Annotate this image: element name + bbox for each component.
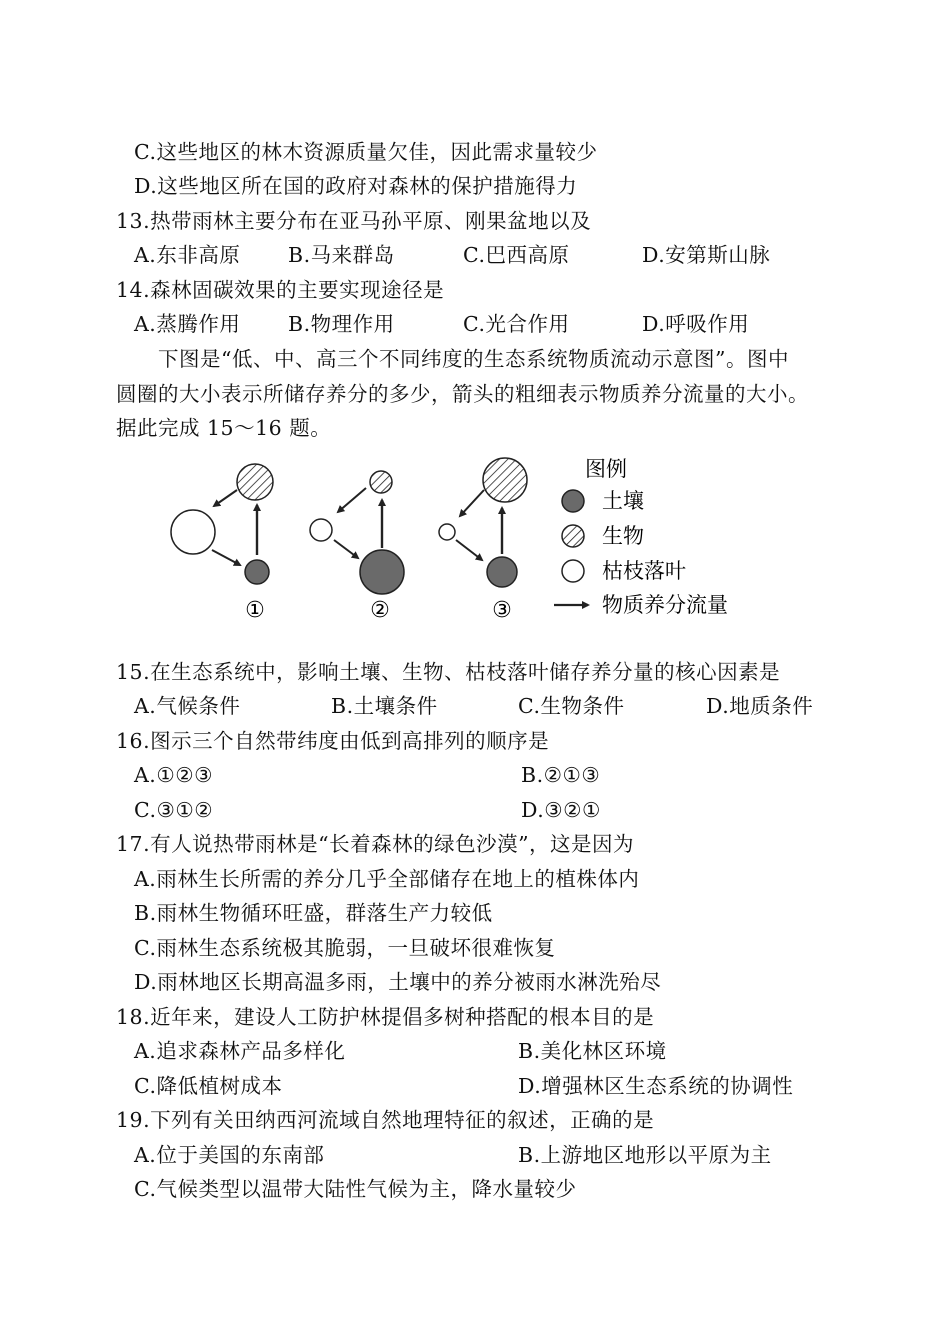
option-17b: B.雨林生物循环旺盛，群落生产力较低 [134, 901, 493, 925]
option-17c: C.雨林生态系统极其脆弱，一旦破坏很难恢复 [134, 936, 556, 960]
legend-soil-icon [562, 490, 584, 512]
option-13c: C.巴西高原 [463, 243, 570, 267]
intro-line-1: 下图是“低、中、高三个不同纬度的生态系统物质流动示意图”。图中 [158, 347, 789, 371]
option-18c: C.降低植树成本 [134, 1074, 283, 1098]
option-17a: A.雨林生长所需的养分几乎全部储存在地上的植株体内 [134, 867, 640, 891]
option-15b: B.土壤条件 [331, 694, 438, 718]
nutrient-flow-diagram [160, 450, 780, 630]
litter-circle-3 [439, 524, 455, 540]
option-19c: C.气候类型以温带大陆性气候为主，降水量较少 [134, 1177, 577, 1201]
intro-line-3: 据此完成 15～16 题。 [116, 416, 332, 440]
option-18b: B.美化林区环境 [518, 1039, 667, 1063]
question-16: 16.图示三个自然带纬度由低到高排列的顺序是 [116, 729, 550, 753]
soil-circle-1 [245, 560, 269, 584]
legend-litter: 枯枝落叶 [602, 559, 686, 583]
legend [554, 457, 728, 617]
option-17d: D.雨林地区长期高温多雨，土壤中的养分被雨水淋洗殆尽 [134, 970, 662, 994]
soil-circle-2 [360, 550, 404, 594]
litter-circle-1 [171, 510, 215, 554]
option-16a: A.①②③ [134, 763, 213, 787]
option-15d: D.地质条件 [706, 694, 814, 718]
diagram-label-1: ① [245, 598, 265, 623]
litter-circle-2 [310, 519, 332, 541]
option-14b: B.物理作用 [288, 312, 395, 336]
legend-flow: 物质养分流量 [602, 593, 728, 617]
question-14: 14.森林固碳效果的主要实现途径是 [116, 278, 445, 302]
option-16c: C.③①② [134, 798, 214, 822]
legend-title: 图例 [585, 457, 627, 481]
option-13d: D.安第斯山脉 [642, 243, 771, 267]
option-14a: A.蒸腾作用 [134, 312, 241, 336]
diagram-3 [439, 458, 527, 623]
diagram-2 [310, 471, 404, 623]
option-13a: A.东非高原 [134, 243, 241, 267]
legend-organism-icon [562, 525, 584, 547]
question-17: 17.有人说热带雨林是“长着森林的绿色沙漠”，这是因为 [116, 832, 635, 856]
option-14c: C.光合作用 [463, 312, 570, 336]
option-13b: B.马来群岛 [288, 243, 395, 267]
soil-circle-3 [487, 557, 517, 587]
option-15c: C.生物条件 [518, 694, 625, 718]
option-19a: A.位于美国的东南部 [134, 1143, 325, 1167]
legend-organism: 生物 [602, 524, 644, 548]
legend-litter-icon [562, 560, 584, 582]
diagram-label-2: ② [370, 598, 390, 623]
option-18a: A.追求森林产品多样化 [134, 1039, 346, 1063]
organism-circle-3 [483, 458, 527, 502]
option-12d: D.这些地区所在国的政府对森林的保护措施得力 [134, 174, 578, 198]
question-18: 18.近年来，建设人工防护林提倡多树种搭配的根本目的是 [116, 1005, 655, 1029]
question-19: 19.下列有关田纳西河流域自然地理特征的叙述，正确的是 [116, 1108, 655, 1132]
organism-circle-1 [237, 464, 273, 500]
option-18d: D.增强林区生态系统的协调性 [518, 1074, 794, 1098]
option-16b: B.②①③ [521, 763, 601, 787]
option-15a: A.气候条件 [134, 694, 241, 718]
intro-line-2: 圆圈的大小表示所储存养分的多少，箭头的粗细表示物质养分流量的大小。 [116, 382, 809, 406]
option-12c: C.这些地区的林木资源质量欠佳，因此需求量较少 [134, 140, 598, 164]
diagram-1 [171, 464, 273, 623]
option-16d: D.③②① [521, 798, 601, 822]
question-13: 13.热带雨林主要分布在亚马孙平原、刚果盆地以及 [116, 209, 592, 233]
organism-circle-2 [370, 471, 392, 493]
diagram-label-3: ③ [492, 598, 512, 623]
question-15: 15.在生态系统中，影响土壤、生物、枯枝落叶储存养分量的核心因素是 [116, 660, 781, 684]
legend-soil: 土壤 [602, 489, 644, 513]
option-19b: B.上游地区地形以平原为主 [518, 1143, 772, 1167]
option-14d: D.呼吸作用 [642, 312, 750, 336]
